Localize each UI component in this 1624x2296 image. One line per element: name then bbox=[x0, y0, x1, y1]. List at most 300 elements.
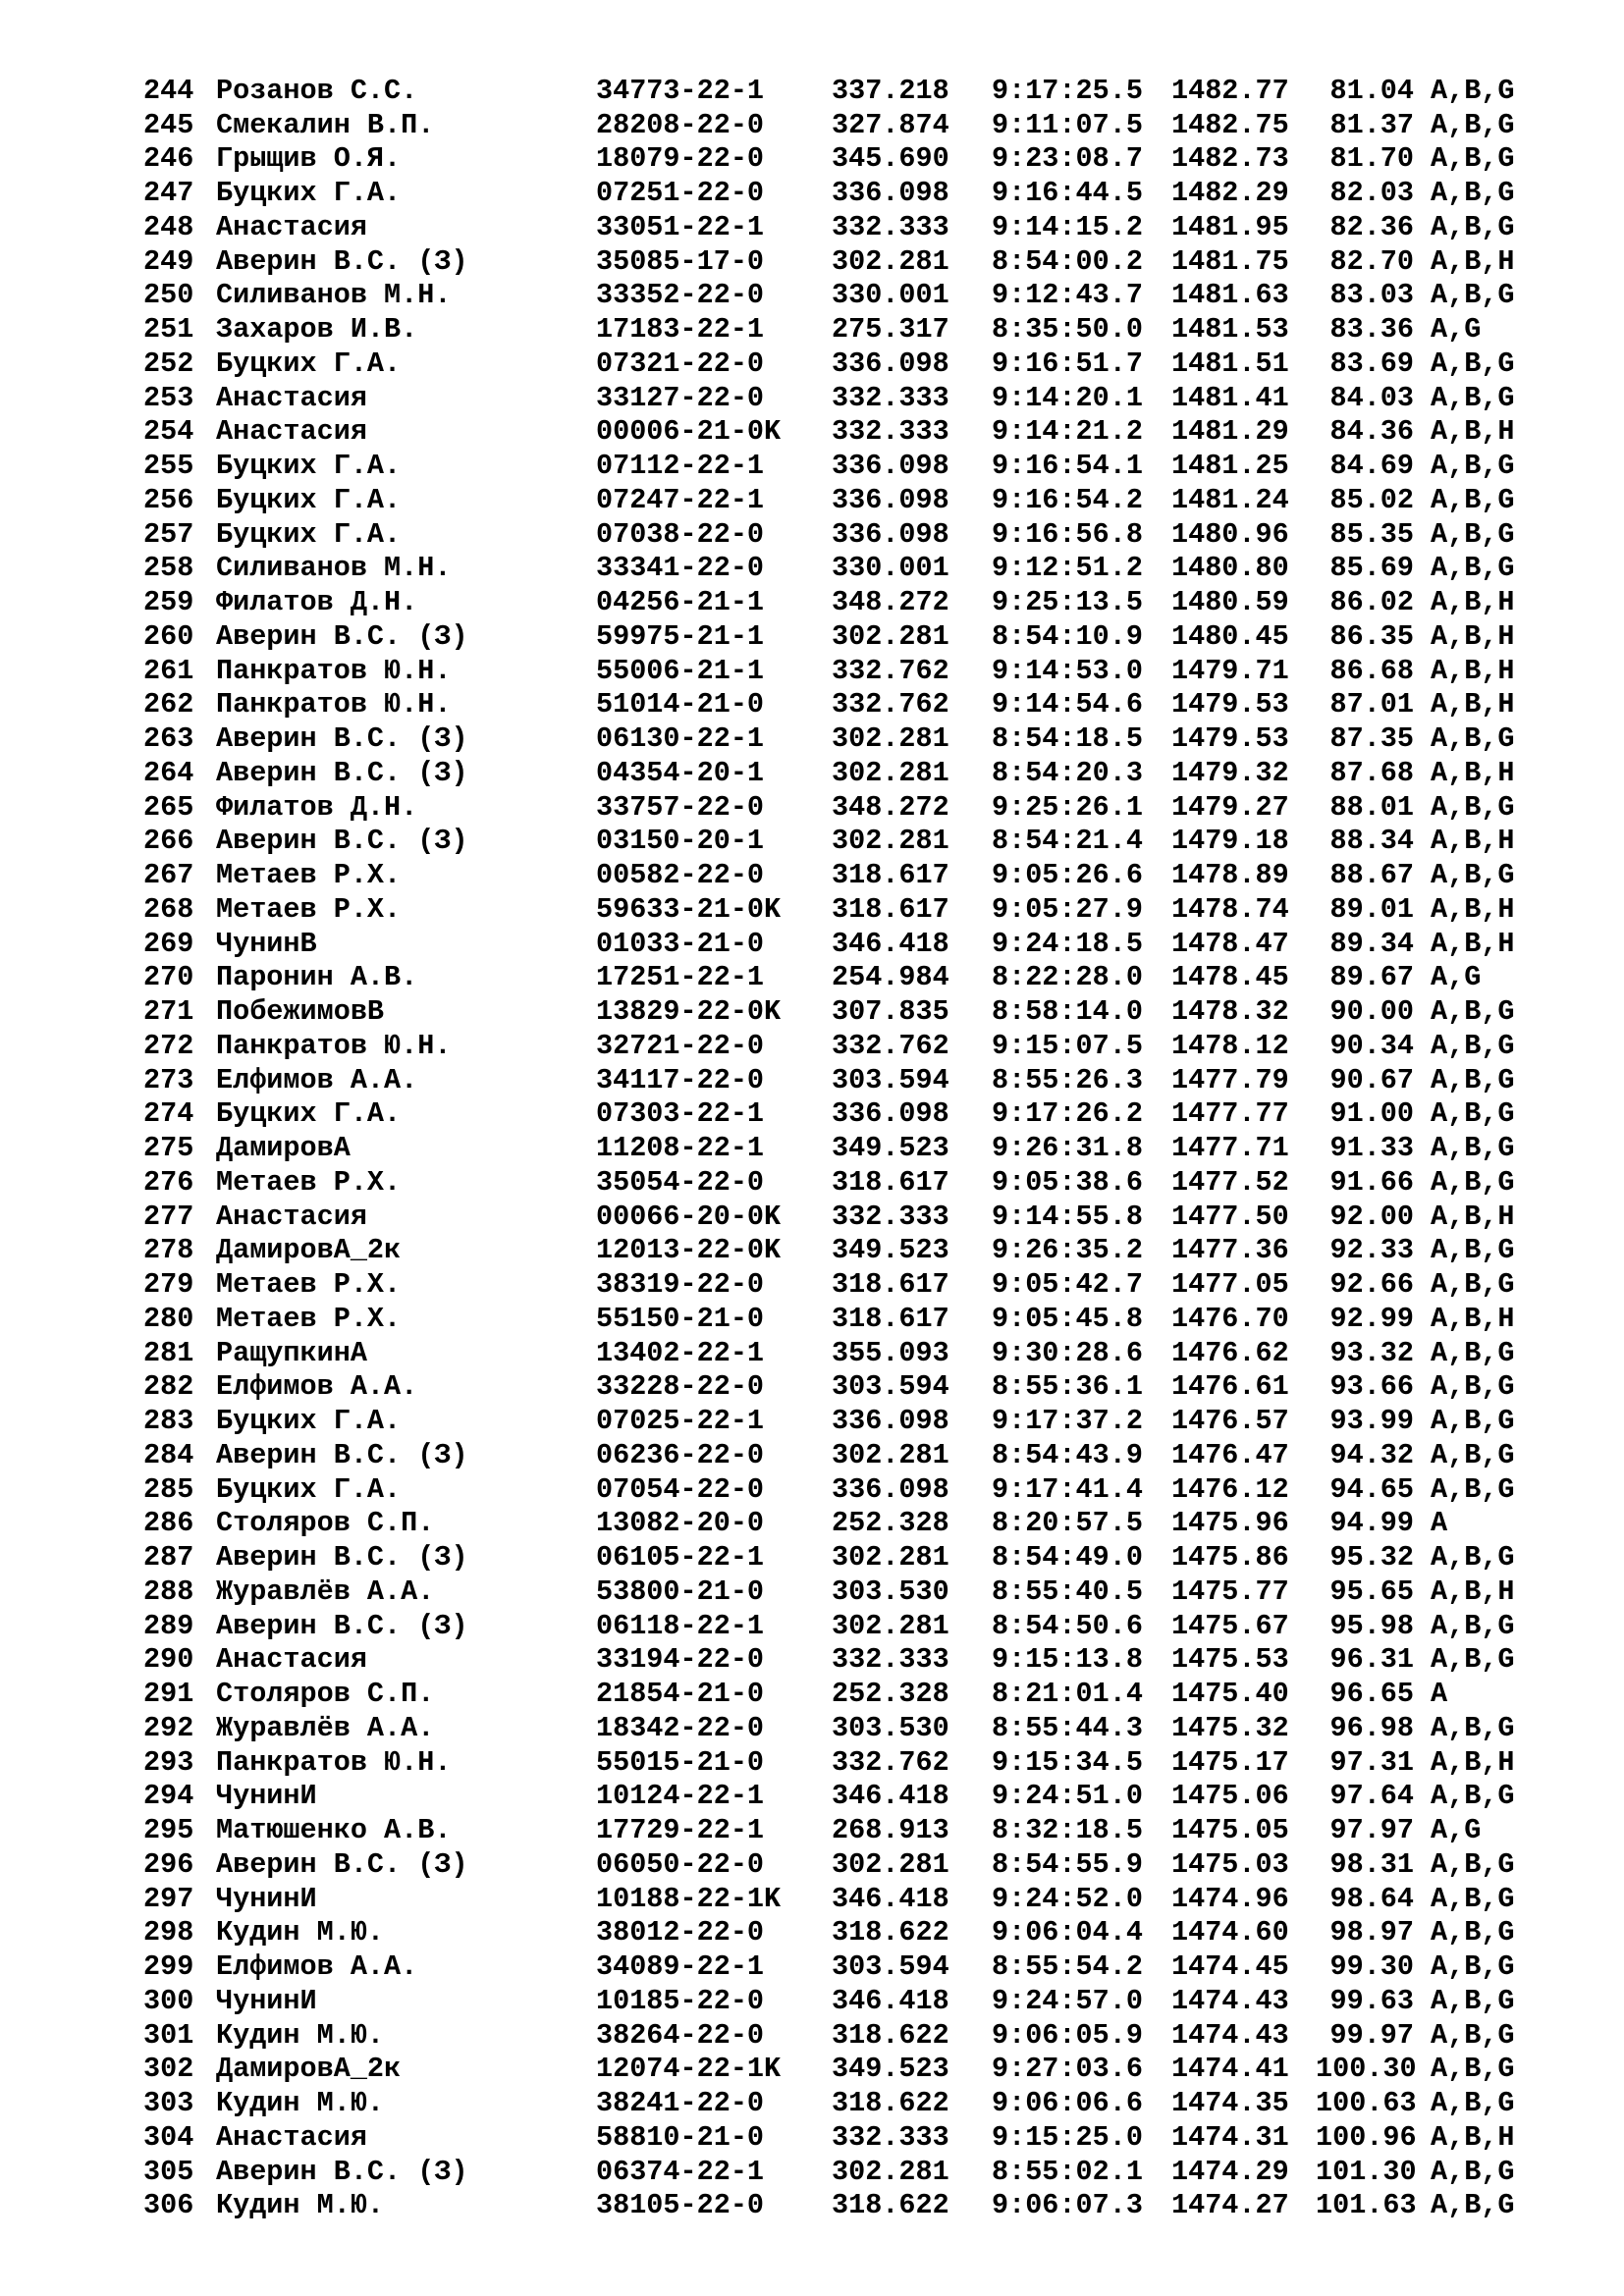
fancier-name: Аверин В.С. (З) bbox=[216, 756, 468, 789]
coefficient: 85.02 bbox=[1329, 483, 1414, 516]
ring-number: 07247-22-1 bbox=[596, 483, 765, 516]
coefficient: 81.04 bbox=[1329, 74, 1414, 107]
coefficient: 99.97 bbox=[1329, 2018, 1414, 2052]
arrival-time: 9:14:55.8 bbox=[992, 1200, 1143, 1233]
fancier-name: ДамировА bbox=[216, 1132, 351, 1165]
table-row bbox=[143, 415, 1557, 450]
distance: 252.328 bbox=[832, 1507, 949, 1540]
arrival-time: 9:16:54.2 bbox=[992, 483, 1143, 516]
coefficient: 88.34 bbox=[1329, 825, 1414, 858]
place-number: 251 bbox=[143, 313, 194, 347]
distance: 332.333 bbox=[832, 210, 949, 243]
groups: A,B,H bbox=[1431, 654, 1515, 687]
coefficient: 82.36 bbox=[1329, 210, 1414, 243]
distance: 318.622 bbox=[832, 2087, 949, 2120]
distance: 346.418 bbox=[832, 1882, 949, 1915]
coefficient: 88.01 bbox=[1329, 790, 1414, 824]
ring-number: 53800-21-0 bbox=[596, 1575, 765, 1608]
table-body bbox=[143, 74, 1557, 2222]
groups: A,B,G bbox=[1431, 1541, 1515, 1575]
arrival-time: 9:11:07.5 bbox=[992, 108, 1143, 141]
fancier-name: Матюшенко А.В. bbox=[216, 1814, 452, 1847]
distance: 332.333 bbox=[832, 1643, 949, 1677]
place-number: 276 bbox=[143, 1165, 194, 1199]
ring-number: 00582-22-0 bbox=[596, 859, 765, 892]
groups: A,B,H bbox=[1431, 586, 1515, 619]
groups: A,B,H bbox=[1431, 892, 1515, 926]
speed: 1479.27 bbox=[1171, 790, 1289, 824]
table-row bbox=[143, 244, 1557, 279]
distance: 336.098 bbox=[832, 1405, 949, 1438]
coefficient: 84.36 bbox=[1329, 415, 1414, 449]
arrival-time: 9:14:54.6 bbox=[992, 688, 1143, 721]
arrival-time: 9:24:57.0 bbox=[992, 1984, 1143, 2017]
groups: A,B,G bbox=[1431, 1950, 1515, 1984]
coefficient: 92.33 bbox=[1329, 1234, 1414, 1267]
arrival-time: 8:35:50.0 bbox=[992, 313, 1143, 347]
ring-number: 18079-22-0 bbox=[596, 142, 765, 176]
groups: A,B,G bbox=[1431, 1472, 1515, 1506]
arrival-time: 8:54:10.9 bbox=[992, 619, 1143, 653]
distance: 303.530 bbox=[832, 1711, 949, 1744]
arrival-time: 9:25:26.1 bbox=[992, 790, 1143, 824]
groups: A,B,G bbox=[1431, 1097, 1515, 1131]
coefficient: 95.65 bbox=[1329, 1575, 1414, 1608]
table-row bbox=[143, 1267, 1557, 1302]
fancier-name: ЧунинВ bbox=[216, 927, 317, 960]
fancier-name: Аверин В.С. (З) bbox=[216, 1541, 468, 1575]
fancier-name: Буцких Г.А. bbox=[216, 450, 402, 483]
groups: A,B,G bbox=[1431, 790, 1515, 824]
table-row bbox=[143, 1131, 1557, 1165]
place-number: 296 bbox=[143, 1847, 194, 1881]
ring-number: 17183-22-1 bbox=[596, 313, 765, 347]
ring-number: 38264-22-0 bbox=[596, 2018, 765, 2052]
coefficient: 81.70 bbox=[1329, 142, 1414, 176]
place-number: 248 bbox=[143, 210, 194, 243]
results-table bbox=[143, 74, 1557, 2222]
groups: A,B,H bbox=[1431, 2120, 1515, 2154]
table-row bbox=[143, 552, 1557, 586]
distance: 332.333 bbox=[832, 381, 949, 414]
place-number: 288 bbox=[143, 1575, 194, 1608]
groups: A,B,G bbox=[1431, 2087, 1515, 2120]
distance: 318.617 bbox=[832, 892, 949, 926]
speed: 1481.51 bbox=[1171, 347, 1289, 380]
fancier-name: Силиванов М.Н. bbox=[216, 552, 452, 585]
table-row bbox=[143, 1234, 1557, 1268]
arrival-time: 9:05:27.9 bbox=[992, 892, 1143, 926]
arrival-time: 8:58:14.0 bbox=[992, 995, 1143, 1029]
coefficient: 83.69 bbox=[1329, 347, 1414, 380]
groups: A,B,G bbox=[1431, 279, 1515, 312]
distance: 332.333 bbox=[832, 415, 949, 449]
arrival-time: 9:15:13.8 bbox=[992, 1643, 1143, 1677]
groups: A bbox=[1431, 1507, 1448, 1540]
arrival-time: 8:55:44.3 bbox=[992, 1711, 1143, 1744]
coefficient: 92.99 bbox=[1329, 1302, 1414, 1335]
groups: A,B,G bbox=[1431, 2018, 1515, 2052]
place-number: 289 bbox=[143, 1609, 194, 1642]
place-number: 256 bbox=[143, 483, 194, 516]
arrival-time: 9:06:06.6 bbox=[992, 2087, 1143, 2120]
ring-number: 06118-22-1 bbox=[596, 1609, 765, 1642]
ring-number: 07054-22-0 bbox=[596, 1472, 765, 1506]
place-number: 302 bbox=[143, 2053, 194, 2086]
groups: A,B,G bbox=[1431, 1132, 1515, 1165]
speed: 1475.67 bbox=[1171, 1609, 1289, 1642]
table-row bbox=[143, 1643, 1557, 1678]
table-row bbox=[143, 142, 1557, 177]
fancier-name: Столяров С.П. bbox=[216, 1507, 435, 1540]
table-row bbox=[143, 1949, 1557, 1984]
place-number: 265 bbox=[143, 790, 194, 824]
arrival-time: 9:30:28.6 bbox=[992, 1336, 1143, 1369]
table-row bbox=[143, 2018, 1557, 2053]
place-number: 292 bbox=[143, 1711, 194, 1744]
table-row bbox=[143, 1029, 1557, 1063]
coefficient: 100.63 bbox=[1316, 2087, 1417, 2120]
ring-number: 38012-22-0 bbox=[596, 1916, 765, 1949]
coefficient: 82.70 bbox=[1329, 244, 1414, 278]
coefficient: 96.31 bbox=[1329, 1643, 1414, 1677]
ring-number: 33228-22-0 bbox=[596, 1370, 765, 1404]
fancier-name: Елфимов А.А. bbox=[216, 1370, 418, 1404]
speed: 1474.29 bbox=[1171, 2155, 1289, 2188]
arrival-time: 9:17:37.2 bbox=[992, 1405, 1143, 1438]
groups: A,B,G bbox=[1431, 1916, 1515, 1949]
coefficient: 92.00 bbox=[1329, 1200, 1414, 1233]
ring-number: 28208-22-0 bbox=[596, 108, 765, 141]
distance: 336.098 bbox=[832, 1472, 949, 1506]
place-number: 246 bbox=[143, 142, 194, 176]
arrival-time: 8:21:01.4 bbox=[992, 1678, 1143, 1711]
place-number: 297 bbox=[143, 1882, 194, 1915]
place-number: 264 bbox=[143, 756, 194, 789]
ring-number: 32721-22-0 bbox=[596, 1029, 765, 1062]
groups: A bbox=[1431, 1678, 1448, 1711]
place-number: 274 bbox=[143, 1097, 194, 1131]
ring-number: 38105-22-0 bbox=[596, 2189, 765, 2222]
arrival-time: 9:16:54.1 bbox=[992, 450, 1143, 483]
distance: 303.530 bbox=[832, 1575, 949, 1608]
table-row bbox=[143, 1984, 1557, 2018]
groups: A,B,G bbox=[1431, 517, 1515, 551]
table-row bbox=[143, 1165, 1557, 1200]
fancier-name: Кудин М.Ю. bbox=[216, 2189, 385, 2222]
fancier-name: Журавлёв А.А. bbox=[216, 1575, 435, 1608]
arrival-time: 9:24:51.0 bbox=[992, 1780, 1143, 1813]
table-row bbox=[143, 2120, 1557, 2155]
table-row bbox=[143, 347, 1557, 381]
coefficient: 81.37 bbox=[1329, 108, 1414, 141]
arrival-time: 9:26:31.8 bbox=[992, 1132, 1143, 1165]
ring-number: 03150-20-1 bbox=[596, 825, 765, 858]
fancier-name: Кудин М.Ю. bbox=[216, 2087, 385, 2120]
arrival-time: 9:06:07.3 bbox=[992, 2189, 1143, 2222]
ring-number: 38319-22-0 bbox=[596, 1268, 765, 1302]
coefficient: 84.03 bbox=[1329, 381, 1414, 414]
table-row bbox=[143, 2189, 1557, 2223]
place-number: 272 bbox=[143, 1029, 194, 1062]
arrival-time: 9:23:08.7 bbox=[992, 142, 1143, 176]
groups: A,B,G bbox=[1431, 1643, 1515, 1677]
groups: A,B,G bbox=[1431, 1711, 1515, 1744]
table-row bbox=[143, 994, 1557, 1029]
ring-number: 18342-22-0 bbox=[596, 1711, 765, 1744]
ring-number: 17251-22-1 bbox=[596, 961, 765, 994]
speed: 1474.41 bbox=[1171, 2053, 1289, 2086]
distance: 330.001 bbox=[832, 279, 949, 312]
ring-number: 33352-22-0 bbox=[596, 279, 765, 312]
groups: A,B,G bbox=[1431, 1847, 1515, 1881]
table-row bbox=[143, 1200, 1557, 1234]
coefficient: 87.68 bbox=[1329, 756, 1414, 789]
coefficient: 97.97 bbox=[1329, 1814, 1414, 1847]
distance: 332.762 bbox=[832, 654, 949, 687]
ring-number: 10188-22-1K bbox=[596, 1882, 782, 1915]
fancier-name: Кудин М.Ю. bbox=[216, 2018, 385, 2052]
fancier-name: Аверин В.С. (З) bbox=[216, 1847, 468, 1881]
ring-number: 00066-20-0K bbox=[596, 1200, 782, 1233]
fancier-name: Столяров С.П. bbox=[216, 1678, 435, 1711]
place-number: 300 bbox=[143, 1984, 194, 2017]
place-number: 260 bbox=[143, 619, 194, 653]
table-row bbox=[143, 1302, 1557, 1336]
table-row bbox=[143, 449, 1557, 483]
speed: 1474.60 bbox=[1171, 1916, 1289, 1949]
groups: A,B,H bbox=[1431, 415, 1515, 449]
table-row bbox=[143, 1575, 1557, 1609]
speed: 1477.52 bbox=[1171, 1165, 1289, 1199]
distance: 302.281 bbox=[832, 756, 949, 789]
speed: 1476.70 bbox=[1171, 1302, 1289, 1335]
speed: 1479.18 bbox=[1171, 825, 1289, 858]
speed: 1481.41 bbox=[1171, 381, 1289, 414]
fancier-name: Аверин В.С. (З) bbox=[216, 1609, 468, 1642]
ring-number: 55015-21-0 bbox=[596, 1745, 765, 1779]
place-number: 283 bbox=[143, 1405, 194, 1438]
speed: 1481.29 bbox=[1171, 415, 1289, 449]
table-row bbox=[143, 756, 1557, 790]
place-number: 259 bbox=[143, 586, 194, 619]
speed: 1475.77 bbox=[1171, 1575, 1289, 1608]
place-number: 244 bbox=[143, 74, 194, 107]
table-row bbox=[143, 1780, 1557, 1814]
distance: 302.281 bbox=[832, 1847, 949, 1881]
table-row bbox=[143, 1472, 1557, 1507]
coefficient: 90.67 bbox=[1329, 1063, 1414, 1096]
fancier-name: Буцких Г.А. bbox=[216, 483, 402, 516]
place-number: 275 bbox=[143, 1132, 194, 1165]
speed: 1474.96 bbox=[1171, 1882, 1289, 1915]
coefficient: 94.65 bbox=[1329, 1472, 1414, 1506]
fancier-name: Аверин В.С. (З) bbox=[216, 244, 468, 278]
speed: 1477.50 bbox=[1171, 1200, 1289, 1233]
distance: 332.762 bbox=[832, 1029, 949, 1062]
ring-number: 33127-22-0 bbox=[596, 381, 765, 414]
coefficient: 101.63 bbox=[1316, 2189, 1417, 2222]
coefficient: 98.31 bbox=[1329, 1847, 1414, 1881]
table-row bbox=[143, 108, 1557, 142]
distance: 307.835 bbox=[832, 995, 949, 1029]
table-row bbox=[143, 1745, 1557, 1780]
distance: 346.418 bbox=[832, 927, 949, 960]
fancier-name: Метаев Р.Х. bbox=[216, 892, 402, 926]
groups: A,B,G bbox=[1431, 2155, 1515, 2188]
place-number: 286 bbox=[143, 1507, 194, 1540]
distance: 302.281 bbox=[832, 722, 949, 756]
speed: 1478.32 bbox=[1171, 995, 1289, 1029]
ring-number: 12074-22-1K bbox=[596, 2053, 782, 2086]
arrival-time: 9:16:44.5 bbox=[992, 177, 1143, 210]
table-row bbox=[143, 927, 1557, 961]
place-number: 255 bbox=[143, 450, 194, 483]
speed: 1481.63 bbox=[1171, 279, 1289, 312]
arrival-time: 8:55:36.1 bbox=[992, 1370, 1143, 1404]
table-row bbox=[143, 1097, 1557, 1132]
arrival-time: 9:24:18.5 bbox=[992, 927, 1143, 960]
fancier-name: Силиванов М.Н. bbox=[216, 279, 452, 312]
fancier-name: Паронин А.В. bbox=[216, 961, 418, 994]
speed: 1482.77 bbox=[1171, 74, 1289, 107]
coefficient: 86.35 bbox=[1329, 619, 1414, 653]
coefficient: 93.66 bbox=[1329, 1370, 1414, 1404]
arrival-time: 9:12:43.7 bbox=[992, 279, 1143, 312]
speed: 1477.79 bbox=[1171, 1063, 1289, 1096]
table-row bbox=[143, 1882, 1557, 1916]
distance: 349.523 bbox=[832, 1132, 949, 1165]
groups: A,B,G bbox=[1431, 552, 1515, 585]
table-row bbox=[143, 1540, 1557, 1575]
speed: 1474.31 bbox=[1171, 2120, 1289, 2154]
distance: 348.272 bbox=[832, 586, 949, 619]
groups: A,B,H bbox=[1431, 756, 1515, 789]
coefficient: 90.34 bbox=[1329, 1029, 1414, 1062]
speed: 1478.12 bbox=[1171, 1029, 1289, 1062]
ring-number: 33194-22-0 bbox=[596, 1643, 765, 1677]
speed: 1475.96 bbox=[1171, 1507, 1289, 1540]
arrival-time: 8:54:49.0 bbox=[992, 1541, 1143, 1575]
groups: A,B,G bbox=[1431, 1234, 1515, 1267]
arrival-time: 8:32:18.5 bbox=[992, 1814, 1143, 1847]
coefficient: 91.33 bbox=[1329, 1132, 1414, 1165]
distance: 318.617 bbox=[832, 1268, 949, 1302]
place-number: 254 bbox=[143, 415, 194, 449]
groups: A,B,H bbox=[1431, 1745, 1515, 1779]
place-number: 293 bbox=[143, 1745, 194, 1779]
distance: 318.622 bbox=[832, 2018, 949, 2052]
coefficient: 96.98 bbox=[1329, 1711, 1414, 1744]
coefficient: 94.99 bbox=[1329, 1507, 1414, 1540]
speed: 1477.77 bbox=[1171, 1097, 1289, 1131]
place-number: 294 bbox=[143, 1780, 194, 1813]
table-row bbox=[143, 2086, 1557, 2120]
speed: 1481.95 bbox=[1171, 210, 1289, 243]
fancier-name: Аверин В.С. (З) bbox=[216, 619, 468, 653]
speed: 1475.17 bbox=[1171, 1745, 1289, 1779]
fancier-name: ДамировА_2к bbox=[216, 2053, 402, 2086]
fancier-name: Анастасия bbox=[216, 415, 367, 449]
coefficient: 87.35 bbox=[1329, 722, 1414, 756]
table-row bbox=[143, 825, 1557, 859]
ring-number: 13082-20-0 bbox=[596, 1507, 765, 1540]
groups: A,B,H bbox=[1431, 1200, 1515, 1233]
speed: 1474.27 bbox=[1171, 2189, 1289, 2222]
coefficient: 100.30 bbox=[1316, 2053, 1417, 2086]
groups: A,B,H bbox=[1431, 688, 1515, 721]
groups: A,B,G bbox=[1431, 1336, 1515, 1369]
ring-number: 10185-22-0 bbox=[596, 1984, 765, 2017]
groups: A,B,G bbox=[1431, 1609, 1515, 1642]
table-row bbox=[143, 1438, 1557, 1472]
groups: A,B,G bbox=[1431, 995, 1515, 1029]
ring-number: 04354-20-1 bbox=[596, 756, 765, 789]
groups: A,B,H bbox=[1431, 825, 1515, 858]
speed: 1474.35 bbox=[1171, 2087, 1289, 2120]
table-row bbox=[143, 1711, 1557, 1745]
fancier-name: Буцких Г.А. bbox=[216, 1097, 402, 1131]
arrival-time: 8:55:54.2 bbox=[992, 1950, 1143, 1984]
groups: A,B,G bbox=[1431, 108, 1515, 141]
fancier-name: Буцких Г.А. bbox=[216, 177, 402, 210]
speed: 1479.32 bbox=[1171, 756, 1289, 789]
speed: 1475.06 bbox=[1171, 1780, 1289, 1813]
coefficient: 97.64 bbox=[1329, 1780, 1414, 1813]
distance: 337.218 bbox=[832, 74, 949, 107]
fancier-name: Метаев Р.Х. bbox=[216, 859, 402, 892]
arrival-time: 9:17:26.2 bbox=[992, 1097, 1143, 1131]
speed: 1477.36 bbox=[1171, 1234, 1289, 1267]
fancier-name: Буцких Г.А. bbox=[216, 517, 402, 551]
ring-number: 33757-22-0 bbox=[596, 790, 765, 824]
speed: 1481.25 bbox=[1171, 450, 1289, 483]
distance: 349.523 bbox=[832, 1234, 949, 1267]
table-row bbox=[143, 790, 1557, 825]
arrival-time: 9:14:15.2 bbox=[992, 210, 1143, 243]
table-row bbox=[143, 1404, 1557, 1438]
table-row bbox=[143, 517, 1557, 552]
speed: 1481.53 bbox=[1171, 313, 1289, 347]
groups: A,B,G bbox=[1431, 381, 1515, 414]
groups: A,G bbox=[1431, 1814, 1482, 1847]
coefficient: 94.32 bbox=[1329, 1438, 1414, 1471]
fancier-name: Кудин М.Ю. bbox=[216, 1916, 385, 1949]
speed: 1474.43 bbox=[1171, 1984, 1289, 2017]
distance: 345.690 bbox=[832, 142, 949, 176]
ring-number: 07038-22-0 bbox=[596, 517, 765, 551]
speed: 1480.45 bbox=[1171, 619, 1289, 653]
ring-number: 33341-22-0 bbox=[596, 552, 765, 585]
place-number: 277 bbox=[143, 1200, 194, 1233]
speed: 1478.45 bbox=[1171, 961, 1289, 994]
speed: 1475.05 bbox=[1171, 1814, 1289, 1847]
groups: A,B,G bbox=[1431, 483, 1515, 516]
place-number: 301 bbox=[143, 2018, 194, 2052]
fancier-name: ПобежимовВ bbox=[216, 995, 385, 1029]
arrival-time: 9:15:07.5 bbox=[992, 1029, 1143, 1062]
ring-number: 06105-22-1 bbox=[596, 1541, 765, 1575]
fancier-name: Елфимов А.А. bbox=[216, 1063, 418, 1096]
fancier-name: Метаев Р.Х. bbox=[216, 1165, 402, 1199]
speed: 1482.75 bbox=[1171, 108, 1289, 141]
coefficient: 92.66 bbox=[1329, 1268, 1414, 1302]
place-number: 269 bbox=[143, 927, 194, 960]
coefficient: 91.66 bbox=[1329, 1165, 1414, 1199]
table-row bbox=[143, 721, 1557, 756]
arrival-time: 9:05:42.7 bbox=[992, 1268, 1143, 1302]
coefficient: 98.97 bbox=[1329, 1916, 1414, 1949]
